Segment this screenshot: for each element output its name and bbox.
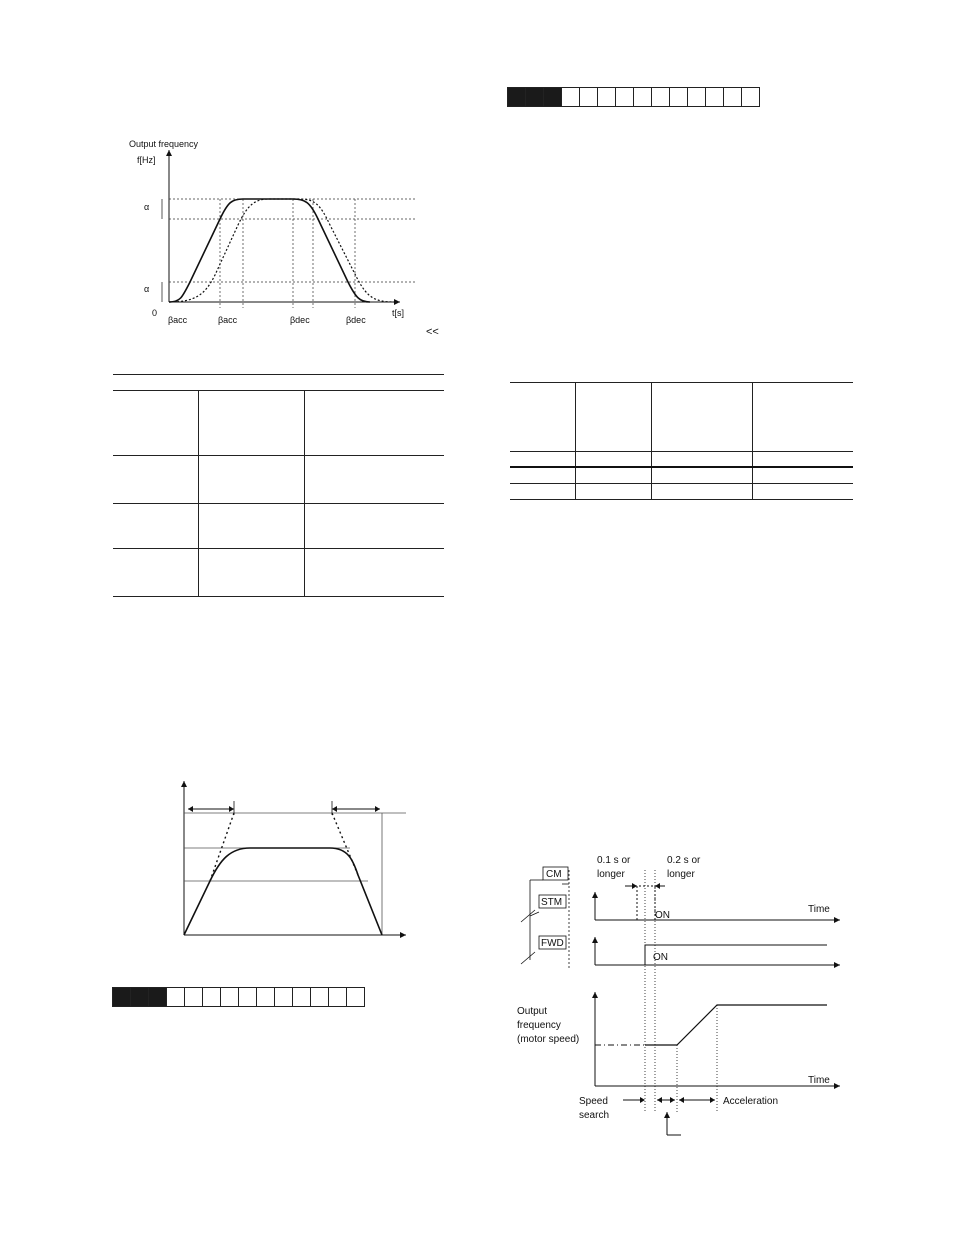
beta-dec-2: βdec: [346, 315, 366, 325]
code-strip-bottom-left: [113, 987, 365, 1007]
side-mark: <<: [426, 326, 439, 338]
beta-acc-2: βacc: [218, 315, 238, 325]
code-strip-top-right: [508, 87, 760, 107]
alpha-bottom-label: α: [144, 284, 150, 294]
stm-label: STM: [541, 897, 563, 908]
time-label-2: Time: [808, 1075, 830, 1086]
origin-label: 0: [152, 308, 158, 318]
on-label-2: ON: [653, 952, 668, 963]
on-label-1: ON: [655, 910, 670, 921]
y-axis-unit: f[Hz]: [137, 155, 156, 165]
left-table: [113, 390, 444, 597]
trapezoid-figure: [170, 775, 415, 945]
s-curve-figure: [120, 130, 460, 345]
speed-search-2: search: [579, 1110, 610, 1121]
fwd-label: FWD: [541, 938, 564, 949]
label-01s: 0.1 s or: [597, 855, 631, 866]
right-table: [510, 382, 853, 500]
cm-label: CM: [546, 869, 562, 880]
output-label-2: frequency: [517, 1020, 561, 1031]
label-02s-b: longer: [667, 869, 695, 880]
speed-search-1: Speed: [579, 1096, 608, 1107]
output-label-3: (motor speed): [517, 1034, 580, 1045]
time-label-1: Time: [808, 904, 830, 915]
s-curve-solid: [169, 199, 370, 302]
label-01s-b: longer: [597, 869, 625, 880]
acceleration-label: Acceleration: [723, 1096, 779, 1107]
beta-acc-1: βacc: [168, 315, 188, 325]
alpha-top-label: α: [144, 202, 150, 212]
label-02s: 0.2 s or: [667, 855, 701, 866]
beta-dec-1: βdec: [290, 315, 310, 325]
y-axis-title: Output frequency: [129, 139, 199, 149]
timing-figure: [505, 850, 850, 1145]
output-label-1: Output: [517, 1006, 548, 1017]
s-curve-dotted: [169, 199, 395, 302]
x-axis-unit: t[s]: [392, 308, 405, 318]
left-table-top-rule: [113, 374, 444, 375]
